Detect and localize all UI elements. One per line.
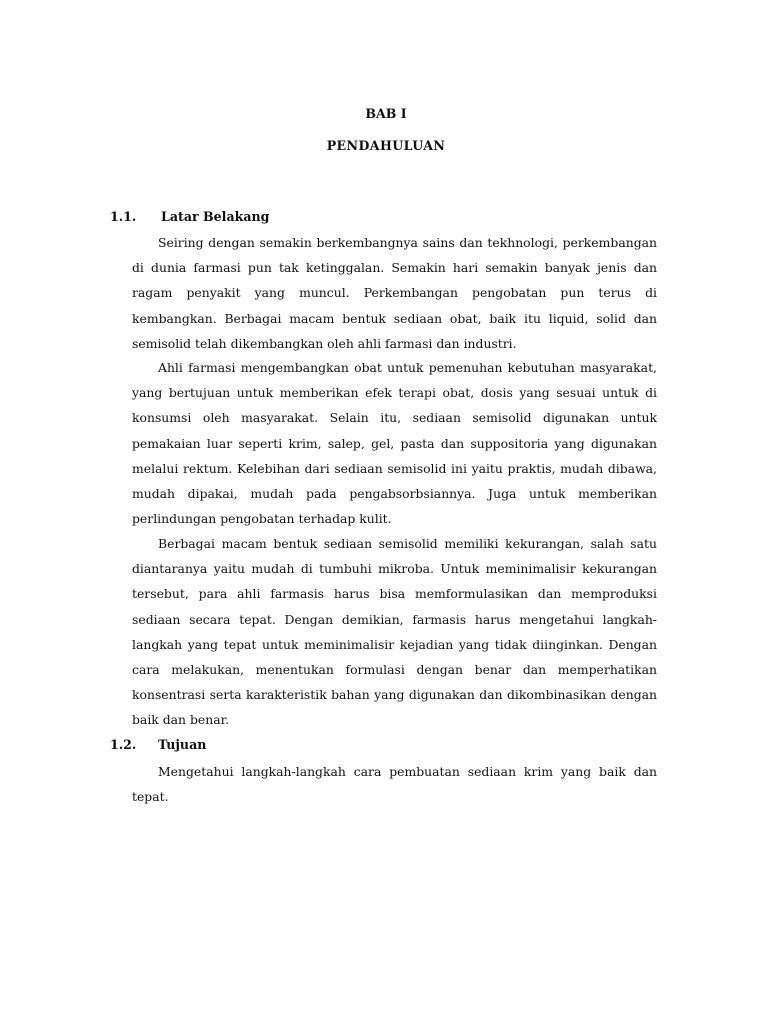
paragraph: Ahli farmasi mengembangkan obat untuk pemenuhan kebutuhan masyarakat, yang bertujuan untuk memberikan efek terapi obat, dosis yang sesuai untuk di konsumsi oleh masyarakat. Selain itu, sediaan semisolid digunakan untuk pemakaian luar seperti krim, salep, gel, pasta dan suppositoria yang digunakan melalui rektum. Kelebihan dari sediaan semisolid ini yaitu praktis, mudah dibawa, mudah dipakai, mudah pada pengabsorbsiannya. Juga untuk memberikan perlindungan pengobatan terhadap kulit. [132, 360, 657, 527]
section-number: 1.2. [110, 737, 137, 752]
section-heading-latar-belakang [110, 209, 270, 224]
paragraph: Seiring dengan semakin berkembangnya sains dan tekhnologi, perkembangan di dunia farmasi pun tak ketinggalan. Semakin hari semakin banyak jenis dan ragam penyakit yang muncul. Perkembangan pengobatan pun terus di kembangkan. Berbagai macam bentuk sediaan obat, baik itu liquid, solid dan semisolid telah dikembangkan oleh ahli farmasi dan industri. [132, 235, 657, 351]
chapter-label: BAB I [365, 106, 407, 121]
chapter-title: PENDAHULUAN [326, 138, 446, 153]
section-heading-tujuan [110, 737, 207, 752]
paragraph: Mengetahui langkah-langkah cara pembuatan sediaan krim yang baik dan tepat. [132, 764, 657, 805]
paragraph: Berbagai macam bentuk sediaan semisolid memiliki kekurangan, salah satu diantaranya yaitu mudah di tumbuhi mikroba. Untuk meminimalisir kekurangan tersebut, para ahli farmasis harus bisa memformulasikan dan memproduksi sediaan secara tepat. Dengan demikian, farmasis harus mengetahui langkah-langkah yang tepat untuk meminimalisir kejadian yang tidak diinginkan. Dengan cara melakukan, menentukan formulasi dengan benar dan memperhatikan konsentrasi serta karakteristik bahan yang digunakan dan dikombinasikan dengan baik dan benar. [132, 536, 657, 728]
section-title: Latar Belakang [161, 209, 270, 224]
section-title: Tujuan [158, 737, 207, 752]
section-number: 1.1. [110, 209, 137, 224]
